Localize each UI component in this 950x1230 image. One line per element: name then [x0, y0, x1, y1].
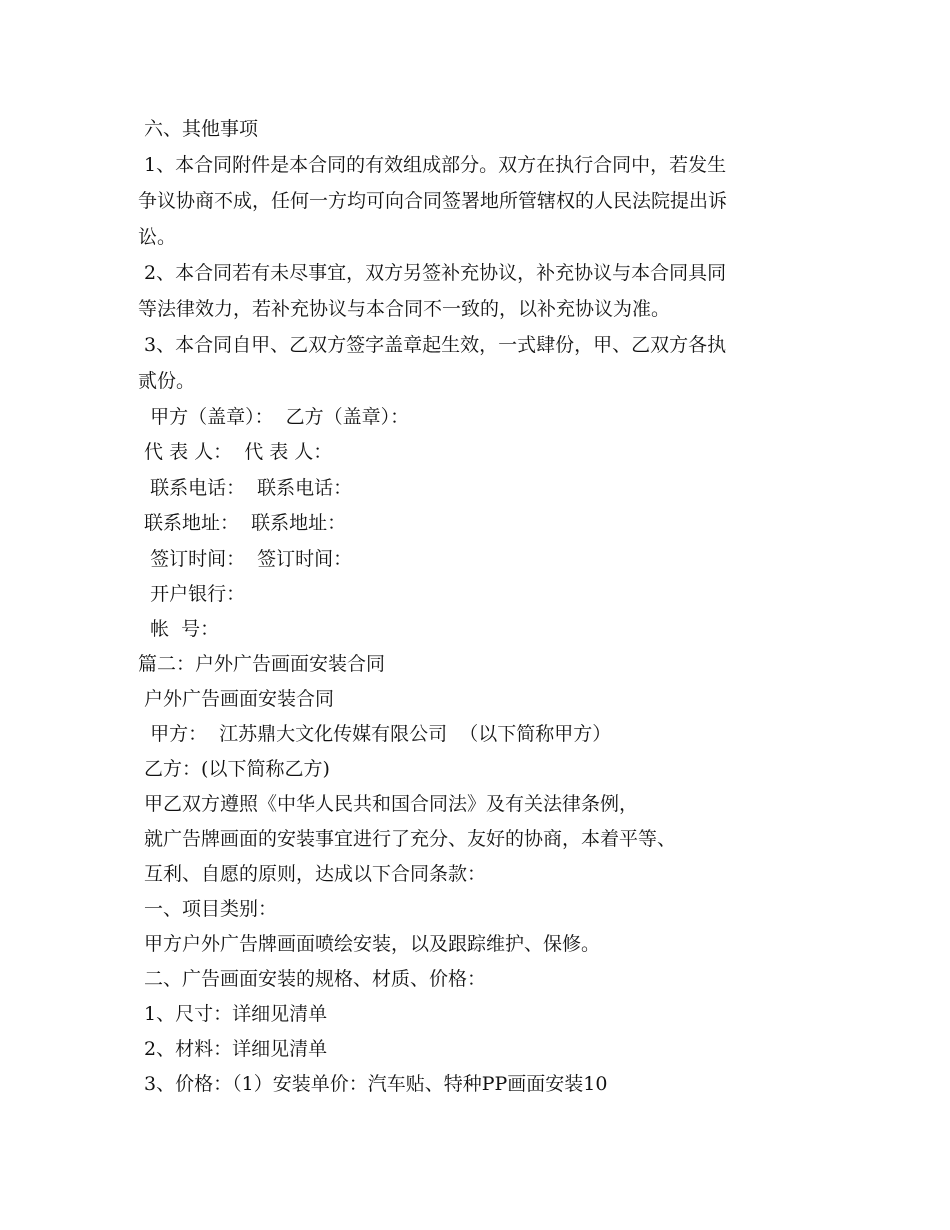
text-line: 代 表 人： 代 表 人： [138, 441, 333, 463]
text-line: 联系地址： 联系地址： [138, 512, 347, 534]
text-line: 开户银行： [138, 583, 246, 605]
text-line: 甲乙双方遵照《中华人民共和国合同法》及有关法律条例， [138, 793, 639, 815]
text-line: 甲方户外广告牌画面喷绘安装，以及跟踪维护、保修。 [138, 933, 601, 955]
text-line: 甲方（盖章）： 乙方（盖章）： [138, 406, 410, 428]
text-line: 一、项目类别： [138, 898, 278, 920]
text-line: 2、本合同若有未尽事宜，双方另签补充协议，补充协议与本合同具同 [138, 262, 727, 284]
section-heading: 篇二：户外广告画面安装合同 [138, 653, 386, 675]
text-line: 1、本合同附件是本合同的有效组成部分。双方在执行合同中，若发生 [138, 154, 727, 176]
text-line: 3、本合同自甲、乙双方签字盖章起生效，一式肆份，甲、乙双方各执 [138, 334, 727, 356]
text-line: 等法律效力，若补充协议与本合同不一致的，以补充协议为准。 [138, 298, 671, 320]
text-line: 联系电话： 联系电话： [138, 477, 353, 499]
text-line: 就广告牌画面的安装事宜进行了充分、友好的协商，本着平等、 [138, 828, 677, 850]
text-line: 1、尺寸：详细见清单 [138, 1003, 328, 1025]
text-line: 争议协商不成，任何一方均可向合同签署地所管辖权的人民法院提出诉 [138, 190, 728, 212]
text-line: 乙方：(以下简称乙方) [138, 758, 330, 780]
text-line: 2、材料：详细见清单 [138, 1038, 328, 1060]
contract-title: 户外广告画面安装合同 [138, 688, 335, 710]
text-line: 六、其他事项 [138, 118, 259, 140]
text-line: 签订时间： 签订时间： [138, 548, 353, 570]
text-line: 贰份。 [138, 370, 196, 392]
text-line: 3、价格：（1）安装单价：汽车贴、特种PP画面安装10 [138, 1073, 608, 1095]
text-line: 讼。 [138, 226, 177, 248]
text-line: 甲方： 江苏鼎大文化传媒有限公司 （以下简称甲方） [138, 723, 612, 745]
text-line: 互利、自愿的原则，达成以下合同条款： [138, 863, 487, 885]
text-line: 帐 号： [138, 618, 220, 640]
text-line: 二、广告画面安装的规格、材质、价格： [138, 968, 487, 990]
